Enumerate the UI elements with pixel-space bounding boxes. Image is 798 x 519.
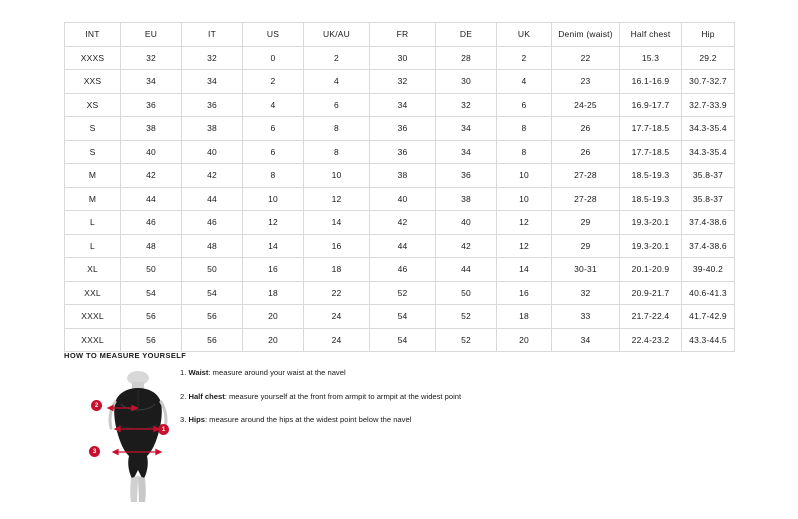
cell: 20 bbox=[243, 305, 304, 329]
cell: 2 bbox=[304, 46, 370, 70]
mannequin-illustration bbox=[95, 368, 181, 503]
cell: 46 bbox=[370, 258, 436, 282]
cell: 20 bbox=[243, 328, 304, 352]
cell: 2 bbox=[243, 70, 304, 94]
cell: 56 bbox=[121, 328, 182, 352]
column-header-half-chest: Half chest bbox=[620, 23, 682, 47]
cell: 41.7-42.9 bbox=[682, 305, 735, 329]
table-row bbox=[65, 140, 735, 164]
cell: 42 bbox=[182, 164, 243, 188]
cell: 26 bbox=[552, 117, 620, 141]
column-header-uk-au: UK/AU bbox=[304, 23, 370, 47]
measure-steps-list bbox=[180, 368, 600, 439]
cell: 32 bbox=[552, 281, 620, 305]
size-table-container bbox=[64, 22, 734, 352]
cell: 18 bbox=[497, 305, 552, 329]
cell: 12 bbox=[497, 211, 552, 235]
table-body bbox=[65, 46, 735, 352]
cell: 12 bbox=[497, 234, 552, 258]
cell: L bbox=[65, 211, 121, 235]
cell: 36 bbox=[182, 93, 243, 117]
column-header-hip: Hip bbox=[682, 23, 735, 47]
cell: XS bbox=[65, 93, 121, 117]
cell: 43.3-44.5 bbox=[682, 328, 735, 352]
cell: 29 bbox=[552, 234, 620, 258]
cell: 12 bbox=[243, 211, 304, 235]
cell: XXS bbox=[65, 70, 121, 94]
cell: 15.3 bbox=[620, 46, 682, 70]
cell: 50 bbox=[182, 258, 243, 282]
table-header bbox=[65, 23, 735, 47]
cell: 29.2 bbox=[682, 46, 735, 70]
cell: XXXL bbox=[65, 328, 121, 352]
cell: 22 bbox=[552, 46, 620, 70]
cell: 44 bbox=[182, 187, 243, 211]
cell: XXXS bbox=[65, 46, 121, 70]
cell: 38 bbox=[121, 117, 182, 141]
cell: 4 bbox=[497, 70, 552, 94]
cell: 38 bbox=[436, 187, 497, 211]
column-header-denim-waist: Denim (waist) bbox=[552, 23, 620, 47]
cell: 39-40.2 bbox=[682, 258, 735, 282]
cell: 30-31 bbox=[552, 258, 620, 282]
cell: 52 bbox=[436, 305, 497, 329]
cell: XXXL bbox=[65, 305, 121, 329]
measure-step-3 bbox=[180, 415, 600, 426]
cell: 54 bbox=[121, 281, 182, 305]
cell: 14 bbox=[243, 234, 304, 258]
cell: 38 bbox=[370, 164, 436, 188]
step-term: Hips bbox=[188, 415, 205, 425]
cell: 16 bbox=[497, 281, 552, 305]
badge-half-chest: 2 bbox=[91, 400, 102, 411]
cell: 36 bbox=[370, 140, 436, 164]
cell: XL bbox=[65, 258, 121, 282]
cell: 50 bbox=[121, 258, 182, 282]
cell: 56 bbox=[182, 328, 243, 352]
column-header-fr: FR bbox=[370, 23, 436, 47]
cell: 24 bbox=[304, 328, 370, 352]
cell: 6 bbox=[243, 140, 304, 164]
measurement-figure bbox=[92, 368, 181, 503]
cell: 4 bbox=[304, 70, 370, 94]
cell: 37.4-38.6 bbox=[682, 211, 735, 235]
cell: 20.9-21.7 bbox=[620, 281, 682, 305]
cell: 22.4-23.2 bbox=[620, 328, 682, 352]
cell: 28 bbox=[436, 46, 497, 70]
cell: 48 bbox=[182, 234, 243, 258]
cell: 10 bbox=[304, 164, 370, 188]
cell: S bbox=[65, 117, 121, 141]
cell: 27-28 bbox=[552, 164, 620, 188]
table-row bbox=[65, 211, 735, 235]
cell: L bbox=[65, 234, 121, 258]
cell: 20.1-20.9 bbox=[620, 258, 682, 282]
cell: 34.3-35.4 bbox=[682, 140, 735, 164]
cell: 38 bbox=[182, 117, 243, 141]
cell: 34 bbox=[436, 140, 497, 164]
cell: 32.7-33.9 bbox=[682, 93, 735, 117]
table-row bbox=[65, 258, 735, 282]
cell: 46 bbox=[121, 211, 182, 235]
cell: 30 bbox=[370, 46, 436, 70]
cell: 50 bbox=[436, 281, 497, 305]
column-header-it: IT bbox=[182, 23, 243, 47]
cell: 36 bbox=[370, 117, 436, 141]
cell: 10 bbox=[497, 164, 552, 188]
cell: 18 bbox=[243, 281, 304, 305]
cell: 35.8-37 bbox=[682, 164, 735, 188]
cell: 6 bbox=[497, 93, 552, 117]
table-row bbox=[65, 93, 735, 117]
cell: 18.5-19.3 bbox=[620, 164, 682, 188]
cell: 40 bbox=[370, 187, 436, 211]
cell: 40 bbox=[436, 211, 497, 235]
badge-waist: 1 bbox=[158, 424, 169, 435]
cell: 18 bbox=[304, 258, 370, 282]
cell: 26 bbox=[552, 140, 620, 164]
step-term: Half chest bbox=[188, 391, 225, 401]
cell: 42 bbox=[370, 211, 436, 235]
cell: 19.3-20.1 bbox=[620, 211, 682, 235]
table-row bbox=[65, 328, 735, 352]
how-to-measure-title: HOW TO MEASURE YOURSELF bbox=[64, 351, 187, 360]
cell: 21.7-22.4 bbox=[620, 305, 682, 329]
cell: 36 bbox=[436, 164, 497, 188]
cell: 16 bbox=[304, 234, 370, 258]
cell: 32 bbox=[182, 46, 243, 70]
cell: 52 bbox=[436, 328, 497, 352]
column-header-uk: UK bbox=[497, 23, 552, 47]
cell: 46 bbox=[182, 211, 243, 235]
cell: M bbox=[65, 164, 121, 188]
cell: 16.1-16.9 bbox=[620, 70, 682, 94]
step-text: : measure around your waist at the navel bbox=[208, 368, 346, 377]
cell: 37.4-38.6 bbox=[682, 234, 735, 258]
badge-hips: 3 bbox=[89, 446, 100, 457]
step-text: : measure yourself at the front from armpit to armpit at the widest point bbox=[224, 391, 462, 401]
cell: 24-25 bbox=[552, 93, 620, 117]
cell: 40 bbox=[121, 140, 182, 164]
cell: 0 bbox=[243, 46, 304, 70]
cell: 8 bbox=[304, 117, 370, 141]
step-number: 2. bbox=[180, 391, 187, 401]
cell: 29 bbox=[552, 211, 620, 235]
table-row bbox=[65, 187, 735, 211]
cell: XXL bbox=[65, 281, 121, 305]
cell: 16.9-17.7 bbox=[620, 93, 682, 117]
column-header-de: DE bbox=[436, 23, 497, 47]
cell: 44 bbox=[436, 258, 497, 282]
cell: S bbox=[65, 140, 121, 164]
table-row bbox=[65, 164, 735, 188]
cell: 27-28 bbox=[552, 187, 620, 211]
cell: 16 bbox=[243, 258, 304, 282]
cell: 8 bbox=[497, 140, 552, 164]
cell: 32 bbox=[436, 93, 497, 117]
table-row bbox=[65, 70, 735, 94]
cell: 14 bbox=[304, 211, 370, 235]
step-number: 1. bbox=[180, 368, 187, 377]
cell: 34 bbox=[121, 70, 182, 94]
cell: M bbox=[65, 187, 121, 211]
size-conversion-table bbox=[64, 22, 735, 352]
cell: 18.5-19.3 bbox=[620, 187, 682, 211]
cell: 6 bbox=[304, 93, 370, 117]
cell: 24 bbox=[304, 305, 370, 329]
cell: 22 bbox=[304, 281, 370, 305]
cell: 54 bbox=[370, 328, 436, 352]
column-header-us: US bbox=[243, 23, 304, 47]
cell: 8 bbox=[304, 140, 370, 164]
column-header-eu: EU bbox=[121, 23, 182, 47]
cell: 48 bbox=[121, 234, 182, 258]
cell: 34 bbox=[182, 70, 243, 94]
cell: 2 bbox=[497, 46, 552, 70]
cell: 40 bbox=[182, 140, 243, 164]
step-term: Waist bbox=[188, 368, 209, 377]
cell: 34 bbox=[436, 117, 497, 141]
column-header-int: INT bbox=[65, 23, 121, 47]
cell: 30.7-32.7 bbox=[682, 70, 735, 94]
cell: 32 bbox=[370, 70, 436, 94]
cell: 10 bbox=[243, 187, 304, 211]
cell: 32 bbox=[121, 46, 182, 70]
cell: 33 bbox=[552, 305, 620, 329]
step-text: : measure around the hips at the widest point below the navel bbox=[204, 415, 412, 425]
table-row bbox=[65, 281, 735, 305]
cell: 42 bbox=[121, 164, 182, 188]
cell: 36 bbox=[121, 93, 182, 117]
measure-step-1 bbox=[180, 368, 600, 379]
cell: 23 bbox=[552, 70, 620, 94]
cell: 40.6-41.3 bbox=[682, 281, 735, 305]
cell: 44 bbox=[121, 187, 182, 211]
cell: 17.7-18.5 bbox=[620, 117, 682, 141]
cell: 30 bbox=[436, 70, 497, 94]
step-number: 3. bbox=[180, 415, 187, 425]
cell: 8 bbox=[243, 164, 304, 188]
cell: 56 bbox=[182, 305, 243, 329]
cell: 42 bbox=[436, 234, 497, 258]
cell: 20 bbox=[497, 328, 552, 352]
measure-step-2 bbox=[180, 392, 600, 403]
table-row bbox=[65, 234, 735, 258]
cell: 44 bbox=[370, 234, 436, 258]
table-header-row bbox=[65, 23, 735, 47]
cell: 12 bbox=[304, 187, 370, 211]
cell: 10 bbox=[497, 187, 552, 211]
cell: 19.3-20.1 bbox=[620, 234, 682, 258]
table-row bbox=[65, 46, 735, 70]
table-row bbox=[65, 305, 735, 329]
cell: 4 bbox=[243, 93, 304, 117]
cell: 34 bbox=[552, 328, 620, 352]
cell: 54 bbox=[370, 305, 436, 329]
cell: 17.7-18.5 bbox=[620, 140, 682, 164]
cell: 52 bbox=[370, 281, 436, 305]
cell: 34 bbox=[370, 93, 436, 117]
cell: 14 bbox=[497, 258, 552, 282]
cell: 35.8-37 bbox=[682, 187, 735, 211]
cell: 34.3-35.4 bbox=[682, 117, 735, 141]
cell: 54 bbox=[182, 281, 243, 305]
cell: 6 bbox=[243, 117, 304, 141]
cell: 8 bbox=[497, 117, 552, 141]
cell: 56 bbox=[121, 305, 182, 329]
table-row bbox=[65, 117, 735, 141]
